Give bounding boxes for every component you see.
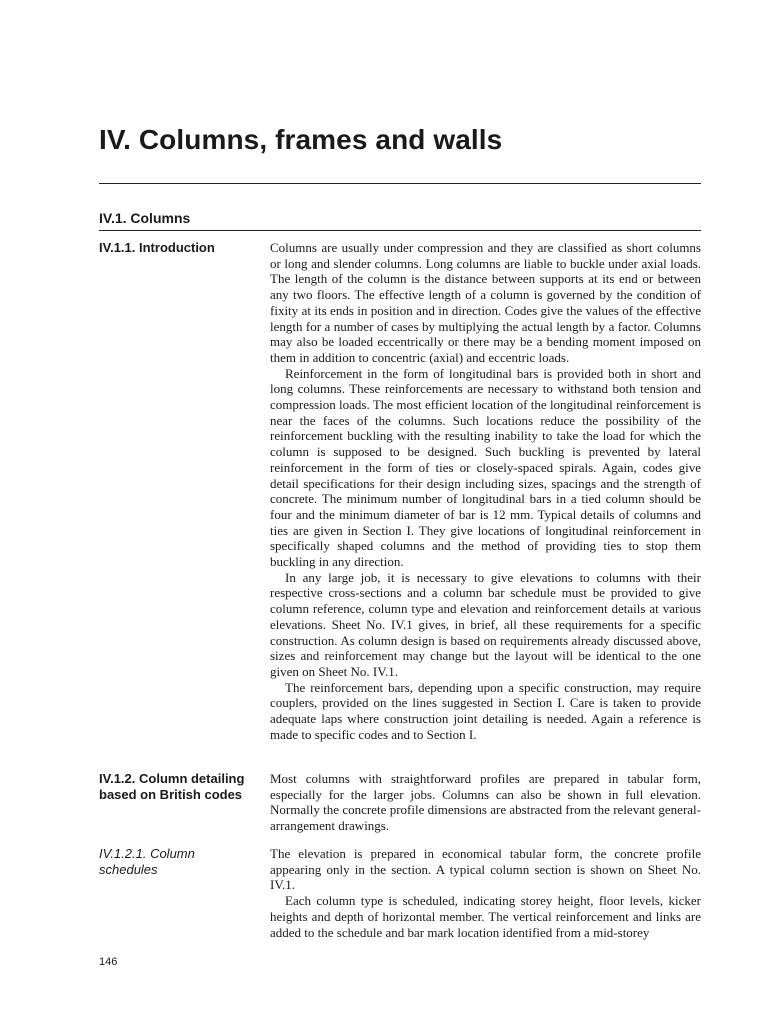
subsection-body-british-codes: [270, 771, 701, 834]
section-title: IV.1. Columns: [99, 210, 191, 226]
subsection-body-column-schedules: [270, 846, 701, 940]
paragraph: The elevation is prepared in economical tabular form, the concrete profile appearing only in the section. A typical column section is shown on Sheet No. IV.1.: [270, 846, 701, 893]
paragraph: In any large job, it is necessary to give elevations to columns with their respective cross-sections and a column bar schedule must be provided to give column reference, column type and elevation and reinforcement details at various elevations. Sheet No. IV.1 gives, in brief, all these requirements for a specific construction. As column design is based on requirements already discussed above, sizes and reinforcement may change but the layout will be identical to the one given on Sheet No. IV.1.: [270, 569, 701, 679]
subsection-heading-column-schedules: IV.1.2.1. Column schedules: [99, 846, 195, 877]
page-number: 146: [99, 956, 118, 968]
paragraph: Each column type is scheduled, indicating storey height, floor levels, kicker heights and depth of horizontal member. The vertical reinforcement and links are added to the schedule and bar mark location identified from a mid-storey: [270, 893, 701, 940]
subsection-body-introduction: [270, 240, 701, 743]
paragraph: Most columns with straightforward profiles are prepared in tabular form, especially for the larger jobs. Columns can also be shown in full elevation. Normally the concrete profile dimensions are abstracted from the relevant general-arrangement drawings.: [270, 771, 701, 834]
chapter-rule: [99, 183, 701, 184]
paragraph: Columns are usually under compression and they are classified as short columns or long and slender columns. Long columns are liable to buckle under axial loads. The length of the column is the distance between supports at its end or between any two floors. The effective length of a column is governed by the condition of fixity at its ends in position and in direction. Codes give the values of the effective length for a number of cases by multiplying the actual length by a factor. Columns may also be loaded eccentrically or there may be a bending moment imposed on them in addition to concentric (axial) and eccentric loads.: [270, 240, 701, 365]
chapter-title: IV. Columns, frames and walls: [99, 124, 503, 155]
paragraph: Reinforcement in the form of longitudinal bars is provided both in short and long columns. These reinforcements are necessary to withstand both tension and compression loads. The most efficient location of the longitudinal reinforcement is near the faces of the columns. Such locations reduce the possibility of the reinforcement buckling with the resulting inability to take the load for which the column is supposed to be designed. Such buckling is prevented by lateral reinforcement in the form of ties or closely-spaced spirals. Again, codes give detail specifications for their design including sizes, spacings and the strength of concrete. The minimum number of longitudinal bars in a tied column should be four and the minimum diameter of bar is 12 mm. Typical details of columns and ties are given in Section I. They give locations of longitudinal reinforcement in specifically shaped columns and the method of providing ties to stop them buckling in any direction.: [270, 365, 701, 570]
paragraph: The reinforcement bars, depending upon a specific construction, may require couplers, provided on the lines suggested in Section I. Care is taken to provide adequate laps where construction joint detailing is needed. Again a reference is made to specific codes and to Section I.: [270, 679, 701, 742]
subsection-heading-british-codes: IV.1.2. Column detailing based on British codes: [99, 771, 245, 802]
subsection-heading-introduction: IV.1.1. Introduction: [99, 240, 215, 255]
section-rule: [99, 230, 701, 231]
